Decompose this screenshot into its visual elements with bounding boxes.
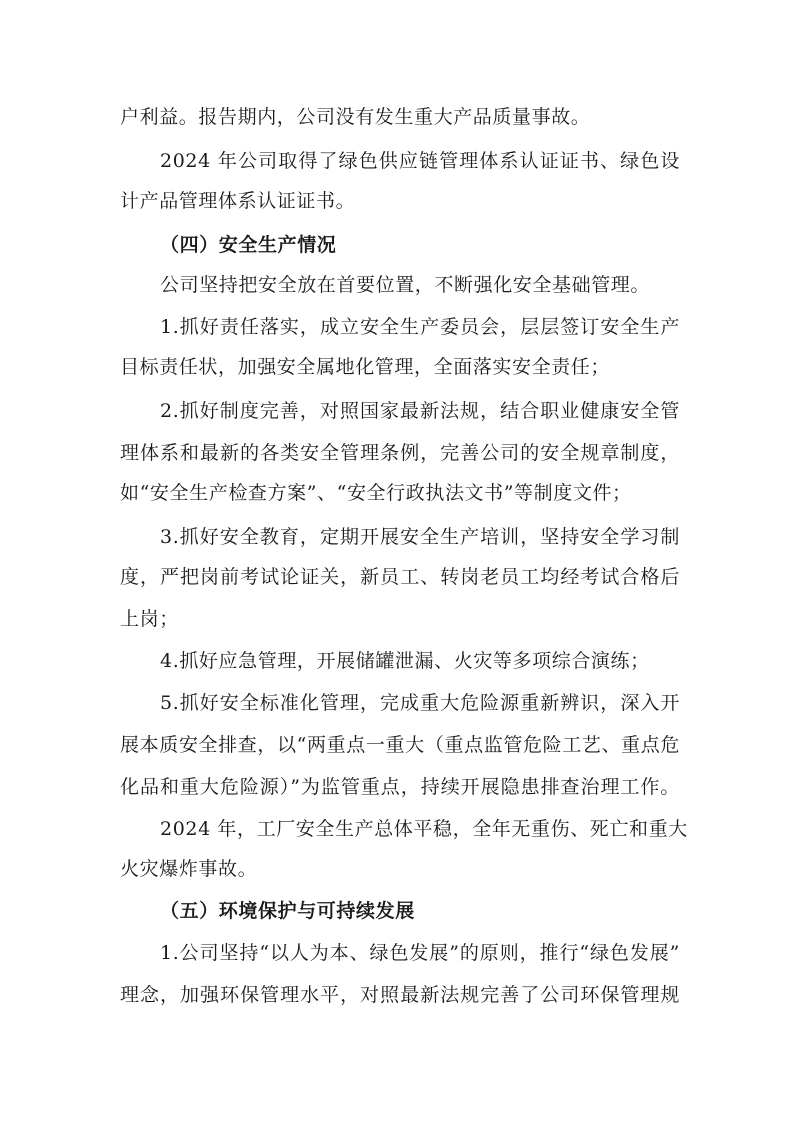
- list-item-line: 1.抓好责任落实，成立安全生产委员会，层层签订安全生产: [160, 316, 680, 338]
- list-item-line: 目标责任状，加强安全属地化管理，全面落实安全责任；: [120, 356, 611, 378]
- list-item-line: 理体系和最新的各类安全管理条例，完善公司的安全规章制度，: [120, 442, 680, 464]
- paragraph-line: 公司坚持把安全放在首要位置，不断强化安全基础管理。: [160, 274, 651, 296]
- list-item-line: 1.公司坚持“以人为本、绿色发展”的原则，推行“绿色发展”: [160, 942, 680, 964]
- list-item-line: 理念，加强环保管理水平，对照最新法规完善了公司环保管理规: [120, 984, 680, 1006]
- paragraph-line: 2024 年，工厂安全生产总体平稳，全年无重伤、死亡和重大: [160, 818, 688, 840]
- list-item-line: 度，严把岗前考试论证关，新员工、转岗老员工均经考试合格后: [120, 566, 680, 588]
- list-item-line: 上岗；: [120, 608, 179, 630]
- list-item-line: 化品和重大危险源）”为监管重点，持续开展隐患排查治理工作。: [120, 776, 680, 798]
- paragraph-line: 火灾爆炸事故。: [120, 858, 258, 880]
- list-item-line: 如“安全生产检查方案”、“安全行政执法文书”等制度文件；: [120, 482, 632, 504]
- paragraph-line: 计产品管理体系认证证书。: [120, 190, 356, 212]
- section-heading-safety: （四）安全生产情况: [160, 234, 337, 256]
- paragraph-line: 户利益。报告期内，公司没有发生重大产品质量事故。: [120, 106, 591, 128]
- list-item-line: 2.抓好制度完善，对照国家最新法规，结合职业健康安全管: [160, 400, 680, 422]
- paragraph-line: 2024 年公司取得了绿色供应链管理体系认证证书、绿色设: [160, 150, 680, 172]
- section-heading-environment: （五）环境保护与可持续发展: [160, 900, 415, 922]
- list-item-line: 3.抓好安全教育，定期开展安全生产培训，坚持安全学习制: [160, 526, 680, 548]
- list-item-line: 5.抓好安全标准化管理，完成重大危险源重新辨识，深入开: [160, 692, 680, 714]
- list-item-line: 展本质安全排查，以“两重点一重大（重点监管危险工艺、重点危: [120, 734, 680, 756]
- list-item-line: 4.抓好应急管理，开展储罐泄漏、火灾等多项综合演练；: [160, 650, 650, 672]
